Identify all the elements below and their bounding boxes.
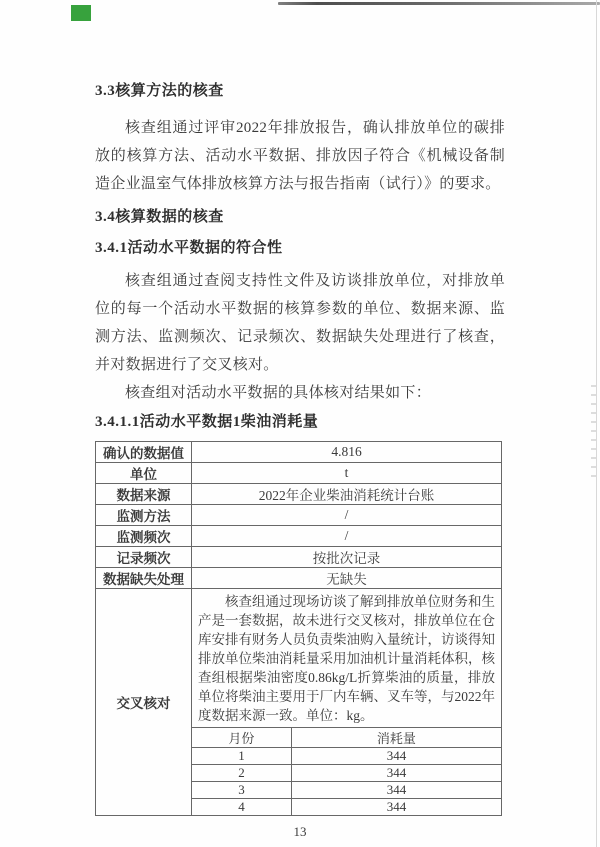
page-content [95, 0, 505, 840]
table-row-data-source [96, 484, 502, 505]
row-value: / [192, 526, 502, 547]
row-label: 单位 [96, 463, 192, 484]
page-number: 13 [293, 824, 307, 839]
subtable-row [192, 748, 501, 765]
row-value: / [192, 505, 502, 526]
row-label: 数据来源 [96, 484, 192, 505]
subtable-header-month: 月份 [192, 728, 291, 748]
subtable-month: 4 [192, 799, 291, 816]
monthly-consumption-table [192, 727, 501, 815]
heading-3-4-1-1: 3.4.1.1活动水平数据1柴油消耗量 [95, 414, 319, 430]
subtable-header-consumption: 消耗量 [291, 728, 501, 748]
subtable-month: 2 [192, 765, 291, 782]
row-value: t [192, 463, 502, 484]
table-row-cross-check [96, 589, 502, 816]
row-label: 确认的数据值 [96, 442, 192, 463]
subtable-row [192, 799, 501, 816]
table-row-confirmed-value [96, 442, 502, 463]
row-value: 无缺失 [192, 568, 502, 589]
table-row-record-frequency [96, 547, 502, 568]
heading-3-4: 3.4核算数据的核查 [95, 209, 224, 225]
paragraph-3-3: 核查组通过评审2022年排放报告，确认排放单位的碳排放的核算方法、活动水平数据、排放因子符合《机械设备制造企业温室气体排放核算方法与报告指南（试行）》的要求。 [95, 120, 505, 192]
row-value: 按批次记录 [192, 547, 502, 568]
table-row-monitor-frequency [96, 526, 502, 547]
subtable-header-row [192, 728, 501, 748]
cross-check-cell [192, 589, 502, 816]
subtable-month: 1 [192, 748, 291, 765]
row-value: 4.816 [192, 442, 502, 463]
row-label: 记录频次 [96, 547, 192, 568]
table-row-missing-data [96, 568, 502, 589]
row-label: 监测频次 [96, 526, 192, 547]
paragraph-3-4-1-intro: 核查组对活动水平数据的具体核对结果如下： [125, 385, 432, 401]
row-label: 监测方法 [96, 505, 192, 526]
heading-3-3: 3.3核算方法的核查 [95, 83, 224, 99]
row-value: 2022年企业柴油消耗统计台账 [192, 484, 502, 505]
activity-data-table [95, 441, 502, 816]
green-stamp-mark [71, 5, 91, 21]
subtable-consumption: 344 [291, 748, 501, 765]
scan-edge-right-line [596, 0, 597, 847]
subtable-month: 3 [192, 782, 291, 799]
subtable-consumption: 344 [291, 782, 501, 799]
table-row-unit [96, 463, 502, 484]
row-label: 交叉核对 [96, 589, 192, 816]
table-row-monitor-method [96, 505, 502, 526]
scan-bleedthrough-marks [591, 385, 596, 480]
row-label: 数据缺失处理 [96, 568, 192, 589]
cross-check-text: 核查组通过现场访谈了解到排放单位财务和生产是一套数据，故未进行交叉核对，排放单位在仓库安排有财务人员负责柴油购入量统计，访谈得知排放单位柴油消耗量采用加油机计量消耗体积，核查组根据柴油密度0.86kg/L折算柴油的质量，排放单位将柴油主要用于厂内车辆、叉车等，与2022年度数据来源一致。单位：kg。 [198, 594, 495, 723]
subtable-consumption: 344 [291, 765, 501, 782]
paragraph-3-4-1: 核查组通过查阅支持性文件及访谈排放单位，对排放单位的每一个活动水平数据的核算参数的单位、数据来源、监测方法、监测频次、记录频次、数据缺失处理进行了核查，并对数据进行了交叉核对。 [95, 273, 505, 373]
subtable-consumption: 344 [291, 799, 501, 816]
subtable-row [192, 765, 501, 782]
subtable-row [192, 782, 501, 799]
heading-3-4-1: 3.4.1活动水平数据的符合性 [95, 240, 283, 256]
